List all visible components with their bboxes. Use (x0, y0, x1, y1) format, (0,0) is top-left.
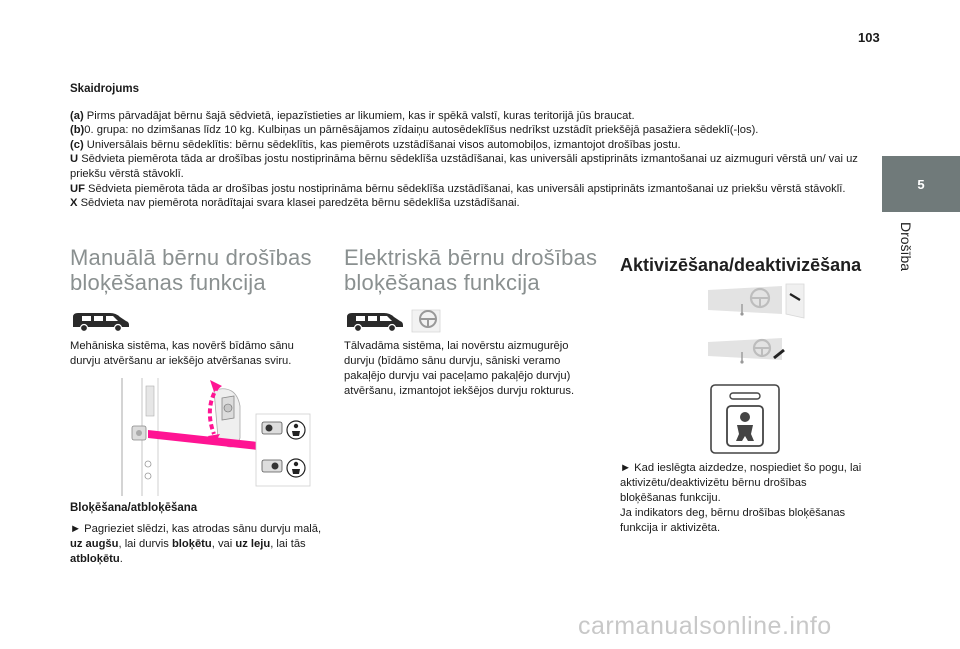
explanation-line: U Sēdvieta piemērota tāda ar drošības jostu nostiprināma bērnu sēdeklīša uzstādīšanai, kas universāli apstiprināts izmantošanai uz aizmuguri vērstā un/ vai uz priekšu vērstā stāvoklī. (70, 153, 858, 180)
child-lock-button-icon (710, 384, 780, 454)
watermark: carmanualsonline.info (578, 612, 832, 640)
manual-lock-title: Manuālā bērnu drošības bloķēšanas funkcija (70, 245, 312, 295)
van-icon (70, 309, 132, 333)
activation-title: Aktivizēšana/deaktivizēšana (620, 255, 862, 275)
electric-lock-title: Elektriskā bērnu drošības bloķēšanas funkcija (344, 245, 598, 295)
chapter-tab[interactable] (882, 156, 960, 212)
lock-unlock-heading: Bloķēšana/atbloķēšana (70, 502, 198, 514)
manual-lock-section (70, 245, 320, 295)
electric-lock-description: Tālvadāma sistēma, lai novērstu aizmugurējo durvju (bīdāmo sānu durvju, sāniski veramo pakaļējo durvju vai paceļamo pakaļējo durvju) atvēršanu, izmantojot iekšējos durvju rokturus. (344, 340, 575, 397)
van-icon (344, 309, 406, 333)
activation-instruction: ► Kad ieslēgta aizdedze, nospiediet šo pogu, lai aktivizētu/deaktivizētu bērnu drošības bloķēšanas funkciju. Ja indikators deg, bērnu drošības bloķēšanas funkcija ir aktivizēta. (620, 461, 865, 536)
steering-position-left-icon (708, 282, 806, 320)
explanation-line: (a) Pirms pārvadājat bērnu šajā sēdvietā, iepazīstieties ar likumiem, kas ir spēkā valstī, kuras teritorijā jūs braucat. (70, 109, 635, 122)
steering-wheel-icon (410, 306, 444, 336)
explanation-line: UF Sēdvieta piemērota tāda ar drošības jostu nostiprināma bērnu sēdeklīša uzstādīšanai, kas universāli apstiprināts izmantošanai uz priekšu vērstā stāvoklī. (70, 182, 846, 195)
manual-lock-description: Mehāniska sistēma, kas novērš bīdāmo sānu durvju atvēršanu ar iekšējo atvēršanas sviru. (70, 340, 294, 367)
explanations-block (70, 82, 870, 211)
lock-unlock-instruction: ► Pagrieziet slēdzi, kas atrodas sānu durvju malā, uz augšu, lai durvis bloķētu, vai uz leju, lai tās atbloķētu. (70, 523, 322, 565)
activation-note: Ja indikators deg, bērnu drošības bloķēšanas funkcija ir aktivizēta. (620, 507, 846, 534)
chapter-label: Drošība (898, 222, 914, 272)
electric-lock-section (344, 245, 599, 295)
explanations-heading: Skaidrojums (70, 83, 140, 95)
door-lock-illustration (118, 378, 318, 496)
activation-section (620, 245, 880, 278)
explanation-line: (b)0. grupa: no dzimšanas līdz 10 kg. Kulbiņas un pārnēsājamos zīdaiņu autosēdeklīšus nedrīkst uzstādīt priekšējā pasažiera sēdeklī(-ļos). (70, 124, 759, 137)
explanation-line: (c) Universālais bērnu sēdeklītis: bērnu sēdeklītis, kas piemērots uzstādīšanai visos automobiļos, izmantojot drošības jostu. (70, 138, 681, 151)
chapter-number: 5 (917, 176, 925, 192)
steering-position-right-icon (708, 336, 788, 366)
explanation-line: X Sēdvieta nav piemērota norādītajai svara klasei paredzēta bērnu sēdeklīša uzstādīšanai. (70, 197, 520, 210)
page-number: 103 (858, 30, 880, 45)
